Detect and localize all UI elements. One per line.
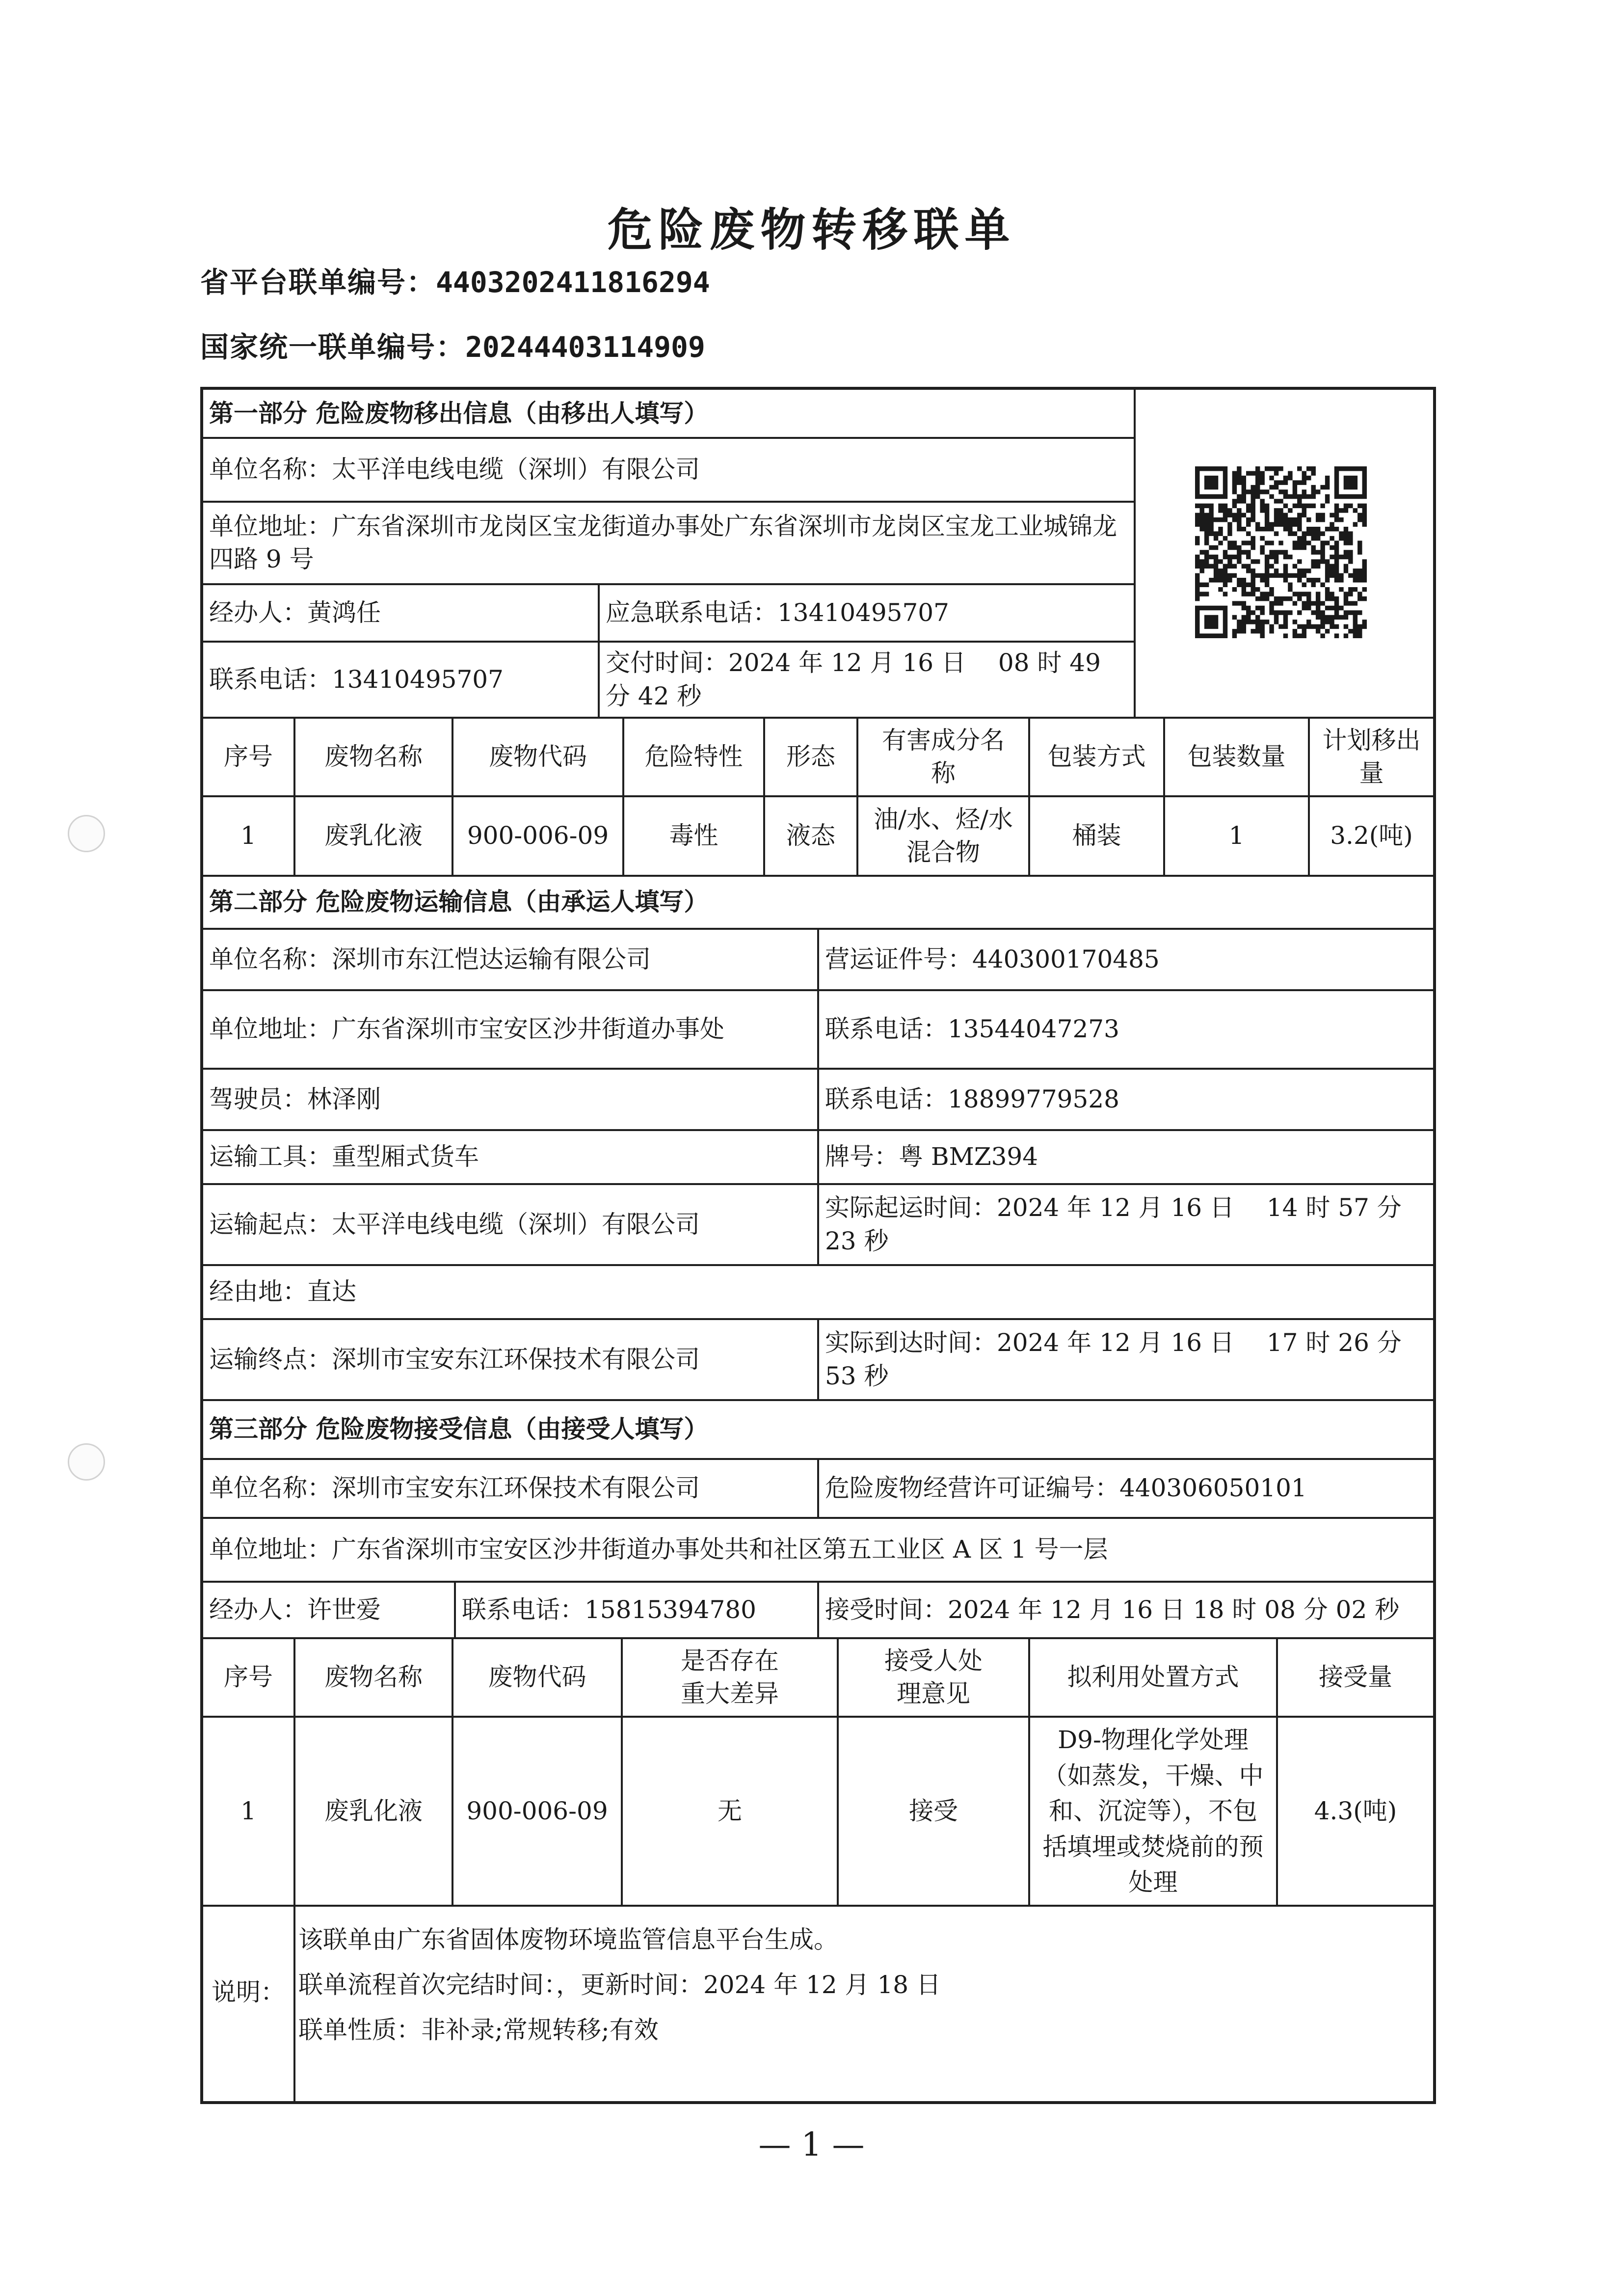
part2-driver: 驾驶员：林泽刚 [209,1084,381,1113]
part2-start-time: 实际起运时间：2024 年 12 月 16 日 14 时 57 分 23 秒 [825,1193,1402,1255]
table-header: 是否存在重大差异 [681,1646,779,1708]
table-header: 废物名称 [324,1663,423,1692]
part2-arrive-time: 实际到达时间：2024 年 12 月 16 日 17 时 26 分 53 秒 [825,1328,1402,1390]
table-header: 序号 [224,742,273,771]
part2-start-point: 运输起点：太平洋电线电缆（深圳）有限公司 [209,1210,700,1239]
table-header: 有害成分名称 [882,726,1005,787]
part3-unit-address: 单位地址：广东省深圳市宝安区沙井街道办事处共和社区第五工业区 A 区 1 号一层 [209,1535,1108,1564]
table-header: 接受量 [1319,1663,1392,1692]
part1-heading: 第一部分 危险废物移出信息（由移出人填写） [209,399,709,428]
part1-unit-name: 单位名称：太平洋电线电缆（深圳）有限公司 [209,455,700,484]
part2-phone1: 联系电话：13544047273 [825,1015,1119,1044]
part3-phone: 联系电话：15815394780 [462,1595,756,1624]
part3-receive-time: 接受时间：2024 年 12 月 16 日 18 时 08 分 02 秒 [825,1595,1400,1624]
table-header: 序号 [224,1663,273,1692]
part1-emergency-phone: 应急联系电话：13410495707 [606,598,949,627]
part2-license: 营运证件号：440300170485 [825,945,1160,973]
table-header: 拟利用处置方式 [1067,1663,1239,1692]
table-cell: 4.3(吨) [1314,1796,1397,1825]
table-header: 形态 [786,742,835,771]
table-cell: 1 [240,1796,256,1825]
table-cell: 毒性 [669,821,718,850]
note-line: 该联单由广东省固体废物环境监管信息平台生成。 [298,1925,838,1954]
part2-plate: 牌号：粤 BMZ394 [825,1142,1038,1171]
province-number [200,259,710,300]
table-header: 计划移出量 [1322,726,1421,787]
national-number-label: 国家统一联单编号： [200,330,466,364]
table-cell: 桶装 [1072,821,1121,850]
part2-phone2: 联系电话：18899779528 [825,1084,1119,1113]
national-number [200,324,705,365]
table-header: 包装数量 [1187,742,1286,771]
table-cell: 900-006-09 [467,821,609,850]
part1-handover-time: 交付时间：2024 年 12 月 16 日 08 时 49 分 42 秒 [606,648,1101,710]
punch-hole-1 [68,815,105,852]
province-number-label: 省平台联单编号： [200,266,436,299]
part3-handler: 经办人：许世爱 [209,1595,381,1624]
part2-unit-name: 单位名称：深圳市东江恺达运输有限公司 [209,945,651,973]
part2-heading: 第二部分 危险废物运输信息（由承运人填写） [209,888,709,917]
table-cell: 液态 [786,821,835,850]
table-header: 包装方式 [1047,742,1146,771]
table-header: 危险特性 [644,742,743,771]
table-header: 废物代码 [489,742,587,771]
part3-unit-name: 单位名称：深圳市宝安东江环保技术有限公司 [209,1474,700,1503]
notes-label: 说明： [212,1978,285,2007]
note-line: 联单性质：非补录;常规转移;有效 [298,2016,659,2044]
note-line: 联单流程首次完结时间：，更新时间：2024 年 12 月 18 日 [298,1971,941,1999]
table-header: 废物名称 [324,742,423,771]
table-cell: 900-006-09 [466,1796,608,1825]
notes-content [298,1917,941,2053]
part3-heading: 第三部分 危险废物接受信息（由接受人填写） [209,1415,709,1444]
qr-code-icon [1193,466,1369,638]
table-cell: 1 [1228,821,1245,850]
table-cell: 3.2(吨) [1330,821,1413,850]
part2-via: 经由地：直达 [209,1277,356,1306]
page-number: — 1 — [758,2126,865,2163]
table-cell: 废乳化液 [324,821,423,850]
table-cell: 接受 [909,1796,958,1825]
part2-end-point: 运输终点：深圳市宝安东江环保技术有限公司 [209,1345,700,1374]
part2-unit-address: 单位地址：广东省深圳市宝安区沙井街道办事处 [209,1015,724,1044]
document-title: 危险废物转移联单 [607,204,1016,256]
national-number-value: 20244403114909 [465,330,705,364]
part2-vehicle: 运输工具：重型厢式货车 [209,1142,479,1171]
table-header: 接受人处理意见 [884,1646,983,1708]
table-cell: 废乳化液 [324,1796,423,1825]
table-cell: 油/水、烃/水混合物 [874,805,1013,866]
table-cell: 无 [718,1796,742,1825]
part1-phone: 联系电话：13410495707 [209,665,504,694]
table-cell: 1 [240,821,256,850]
table-header: 废物代码 [488,1663,586,1692]
table-cell: D9-物理化学处理（如蒸发，干燥、中和、沉淀等），不包括填埋或焚烧前的预处理 [1042,1726,1264,1897]
part3-permit: 危险废物经营许可证编号：440306050101 [825,1474,1307,1503]
punch-hole-2 [68,1443,105,1481]
part1-handler: 经办人：黄鸿任 [209,598,381,627]
part1-unit-address: 单位地址：广东省深圳市龙岗区宝龙街道办事处广东省深圳市龙岗区宝龙工业城锦龙四路 9 号 [209,512,1117,573]
province-number-value: 4403202411816294 [436,266,710,299]
